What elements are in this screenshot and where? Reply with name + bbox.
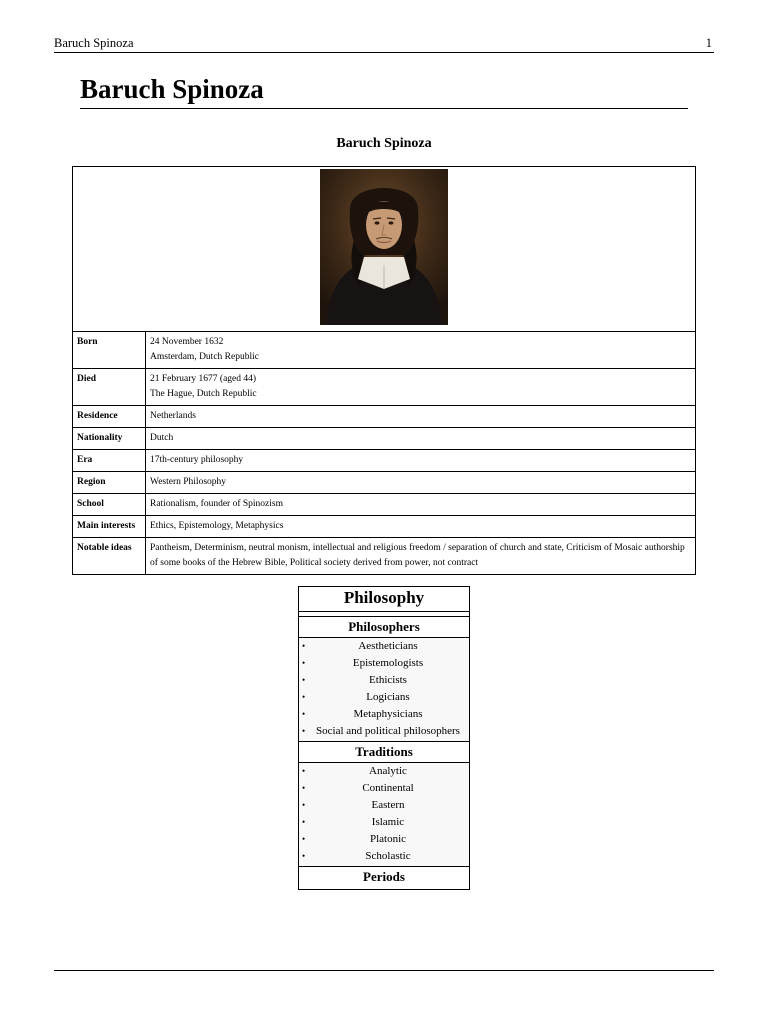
bullet-icon: • [302,800,306,810]
infobox-label: Nationality [73,428,146,450]
navbox-title[interactable]: Philosophy [299,587,469,612]
navbox-group-philosophers[interactable]: Philosophers [299,617,469,638]
infobox-value-line[interactable]: Rationalism, founder of Spinozism [150,499,283,509]
navbox-list-item [299,848,469,865]
article-title: Baruch Spinoza [80,72,688,109]
running-header [54,36,714,53]
navbox-list-item [299,797,469,814]
infobox-row-main-interests [73,516,696,538]
infobox-value-line[interactable]: Western Philosophy [150,477,227,487]
infobox-value [146,472,696,494]
infobox-value-line[interactable]: 24 November 1632 [150,337,224,347]
infobox-image-row [73,167,696,332]
navbox-link[interactable]: Scholastic [365,850,411,862]
infobox-label: School [73,494,146,516]
navbox-link[interactable]: Metaphysicians [353,708,423,720]
footer-rule [54,970,714,971]
navbox-list-item [299,780,469,797]
infobox-row-died [73,369,696,406]
infobox-row-nationality [73,428,696,450]
infobox-value [146,406,696,428]
navbox-group-periods[interactable]: Periods [299,867,469,889]
bullet-icon: • [302,709,306,719]
infobox-table [72,166,696,575]
infobox-value [146,369,696,406]
bullet-icon: • [302,817,306,827]
infobox-row-school [73,494,696,516]
navbox-list [299,638,469,742]
infobox-value-line[interactable]: Ethics, Epistemology, Metaphysics [150,521,284,531]
infobox-value-line[interactable]: Netherlands [150,411,196,421]
infobox-row-notable-ideas [73,538,696,575]
infobox-label: Main interests [73,516,146,538]
infobox-value-line[interactable]: Dutch [150,433,174,443]
infobox-label: Era [73,450,146,472]
infobox-value [146,332,696,369]
navbox-list-item [299,655,469,672]
infobox-value-line[interactable]: Pantheism, Determinism, neutral monism, intellectual and religious freedom / separation of church and state, Criticism of Mosaic authorship of some books of the Hebrew Bible, Political society derived from power, not contract [150,543,685,568]
infobox-row-born [73,332,696,369]
navbox-link[interactable]: Islamic [371,816,405,828]
infobox-value [146,516,696,538]
navbox-list-item [299,706,469,723]
infobox-row-residence [73,406,696,428]
infobox-value [146,428,696,450]
philosophy-navbox [298,586,470,890]
navbox-list-item [299,814,469,831]
infobox-value-line[interactable]: 21 February 1677 (aged 44) [150,374,257,384]
navbox-list-item [299,723,469,740]
bullet-icon: • [302,658,306,668]
infobox-label: Born [73,332,146,369]
infobox-label: Residence [73,406,146,428]
infobox-value [146,450,696,472]
infobox-value-line[interactable]: 17th-century philosophy [150,455,244,465]
bullet-icon: • [302,834,306,844]
navbox-link[interactable]: Continental [362,782,414,794]
portrait-painting [320,169,448,325]
running-header-title: Baruch Spinoza [54,36,134,50]
infobox-label: Notable ideas [73,538,146,575]
infobox-row-era [73,450,696,472]
navbox-list-item [299,831,469,848]
navbox-link[interactable]: Platonic [369,833,407,845]
navbox-link[interactable]: Eastern [371,799,405,811]
bullet-icon: • [302,675,306,685]
bullet-icon: • [302,766,306,776]
navbox-link[interactable]: Social and political philosophers [316,725,460,737]
bullet-icon: • [302,783,306,793]
infobox-label: Region [73,472,146,494]
navbox-list [299,763,469,867]
bullet-icon: • [302,692,306,702]
infobox-label: Died [73,369,146,406]
page-number: 1 [705,36,712,50]
infobox-value-line[interactable]: Amsterdam, Dutch Republic [150,352,259,362]
navbox-group-traditions[interactable]: Traditions [299,742,469,763]
navbox-link[interactable]: Ethicists [369,674,407,686]
navbox-link[interactable]: Analytic [369,765,407,777]
portrait-image[interactable] [320,169,448,325]
infobox-row-region [73,472,696,494]
bullet-icon: • [302,726,306,736]
navbox-list-item [299,672,469,689]
navbox-link[interactable]: Aestheticians [358,640,418,652]
infobox-caption: Baruch Spinoza [336,136,432,151]
navbox-list-item [299,638,469,655]
navbox-link[interactable]: Logicians [366,691,410,703]
navbox-list-item [299,763,469,780]
navbox-list-item [299,689,469,706]
bullet-icon: • [302,641,306,651]
navbox-link[interactable]: Epistemologists [352,657,424,669]
infobox-value-line[interactable]: The Hague, Dutch Republic [150,389,257,399]
infobox-value [146,494,696,516]
navbox-groups [299,617,469,867]
infobox-value [146,538,696,575]
bullet-icon: • [302,851,306,861]
